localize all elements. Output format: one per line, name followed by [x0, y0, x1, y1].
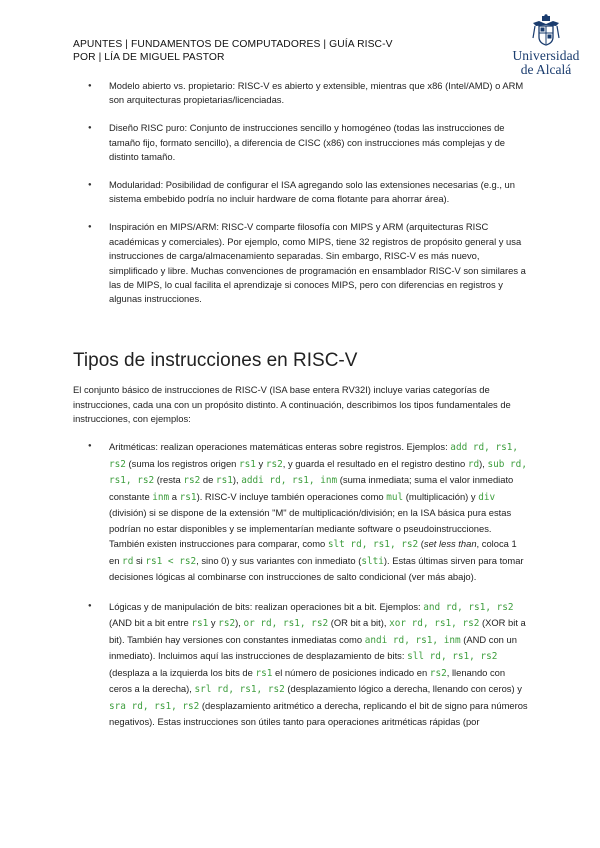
- header-line-1: APUNTES | FUNDAMENTOS DE COMPUTADORES | GUÍA RISC-V: [73, 39, 393, 50]
- top-bullet-list: [73, 79, 528, 320]
- text: (suma los registros origen: [125, 457, 240, 469]
- text: y: [208, 617, 219, 628]
- instruction-types-list: [73, 439, 528, 744]
- code: rs1: [191, 618, 209, 629]
- code: sra rd, rs1, rs2: [109, 700, 200, 712]
- text: , y guarda el resultado en el registro destino: [282, 457, 468, 469]
- code: srl rd, rs1, rs2: [194, 684, 285, 695]
- list-item: ● Inspiración en MIPS/ARM: RISC-V comparte filosofía con MIPS y ARM (arquitecturas RISC académicas y comerciales). Por ejemplo, como MIPS, tiene 32 registros de propósito general y usa instrucciones de carga/almacenamiento separadas. Sin embargo, RISC-V es más nuevo, simplificado y libre. Muchas convenciones de programación en ensamblador RISC-V son similares a las de MIPS, lo cual facilita el aprendizaje si conoces MIPS, pero con diferencias en registros y algunas instrucciones.: [73, 220, 528, 306]
- text: , llenando con ceros a la derecha),: [109, 666, 506, 694]
- text: (AND bit a bit entre: [109, 617, 192, 628]
- text: Aritméticas: realizan operaciones matemáticas enteras sobre registros. Ejemplos:: [109, 441, 451, 452]
- code: sll rd, rs1, rs2: [407, 651, 498, 662]
- code: rs2: [429, 667, 447, 679]
- code: andi rd, rs1, inm: [364, 634, 461, 646]
- section-intro: El conjunto básico de instrucciones de RISC-V (ISA base entera RV32I) incluye varias categorías de instrucciones, cada una con un propósito distinto. A continuación, describimos los tipos fundamentales de instrucciones, con ejemplos:: [73, 384, 511, 424]
- code: div: [478, 491, 496, 503]
- section-title: Tipos de instrucciones en RISC-V: [73, 350, 358, 371]
- page-header: [73, 38, 393, 64]
- code: rs2: [265, 458, 283, 470]
- text: , coloca 1 en: [109, 538, 517, 566]
- code: addi rd, rs1, inm: [241, 475, 338, 486]
- header-line-2: POR | LÍA DE MIGUEL PASTOR: [73, 52, 225, 63]
- text: (XOR bit a bit). También hay versiones con constantes inmediatas como: [109, 617, 526, 645]
- code: rs2: [218, 618, 236, 629]
- university-logo: [508, 14, 584, 80]
- text: (división) si se dispone de la extensión "M" de multiplicación/división; en la ISA básica pura estas podrían no estar disponibles y se implementarían mediante software o pseudoinstrucciones. También existen instrucciones para comparar, como: [109, 507, 512, 549]
- code: rs1: [239, 458, 256, 470]
- code: sub rd, rs1, rs2: [109, 458, 527, 486]
- list-item: ● Diseño RISC puro: Conjunto de instrucciones sencillo y homogéneo (todas las instrucciones de tamaño fijo, formato sencillo), a diferencia de CISC (x86) con instrucciones más complejas y de distinto tamaño.: [73, 121, 528, 164]
- text: ). Estas últimas sirven para tomar decisiones lógicas al combinarse con instrucciones de salto condicional (ver más abajo).: [109, 554, 524, 582]
- text: (AND con un inmediato). Incluimos aquí las instrucciones de desplazamiento de bits:: [109, 633, 517, 661]
- list-item: ● Modularidad: Posibilidad de configurar el ISA agregando solo las extensiones necesarias (e.g., un sistema embebido podría no incluir hardware de coma flotante para ahorrar área).: [73, 178, 528, 207]
- text: a: [169, 490, 180, 502]
- code: xor rd, rs1, rs2: [389, 618, 480, 629]
- text: , sino 0) y sus variantes con inmediato (: [196, 554, 362, 566]
- text: ),: [235, 617, 244, 628]
- logo-line-2: de Alcalá: [520, 62, 572, 77]
- text: (desplazamiento aritmético a derecha, replicando el bit de signo para números negativos). Estas instrucciones son útiles tanto para operaciones aritméticas rápidas (por: [109, 699, 528, 727]
- text: (resta: [154, 474, 184, 485]
- text: y: [255, 457, 266, 469]
- text: si: [133, 554, 146, 566]
- text: (OR bit a bit),: [328, 617, 390, 628]
- code: slt rd, rs1, rs2: [327, 539, 419, 550]
- code: slti: [361, 555, 384, 567]
- arithmetic-item: [73, 439, 528, 585]
- code: and rd, rs1, rs2: [423, 601, 514, 613]
- code: or rd, rs1, rs2: [243, 618, 329, 629]
- list-item: ● Modelo abierto vs. propietario: RISC-V es abierto y extensible, mientras que x86 (Intel/AMD) o ARM son arquitecturas propietarias/licenciadas.: [73, 79, 528, 108]
- code: rs1: [215, 475, 233, 486]
- code: rs2: [183, 475, 201, 486]
- text: el número de posiciones indicado en: [272, 666, 430, 678]
- code: mul: [386, 491, 404, 503]
- logic-item: [73, 599, 528, 730]
- code: rs1: [179, 491, 197, 503]
- code: add rd, rs1, rs2: [109, 442, 519, 470]
- text: (multiplicación) y: [403, 490, 479, 502]
- text: ). RISC-V incluye también operaciones como: [196, 490, 387, 502]
- logo-line-1: Universidad: [512, 48, 580, 63]
- code: rs1: [255, 667, 273, 679]
- text: Lógicas y de manipulación de bits: realizan operaciones bit a bit. Ejemplos:: [109, 600, 424, 612]
- text: (: [418, 538, 424, 549]
- coat-of-arms-icon: [531, 14, 561, 48]
- text: ),: [232, 474, 242, 485]
- text: (suma inmediata; suma el valor inmediato constante: [109, 474, 514, 502]
- code: rd: [122, 555, 134, 567]
- text: ),: [479, 457, 488, 469]
- text: de: [200, 474, 216, 485]
- text: (desplazamiento lógico a derecha, llenando con ceros) y: [284, 683, 522, 694]
- emphasis: set less than: [423, 538, 477, 549]
- code: rd: [467, 458, 480, 470]
- code: inm: [152, 491, 170, 503]
- code: rs1 < rs2: [145, 555, 197, 567]
- text: (desplaza a la izquierda los bits de: [109, 666, 256, 678]
